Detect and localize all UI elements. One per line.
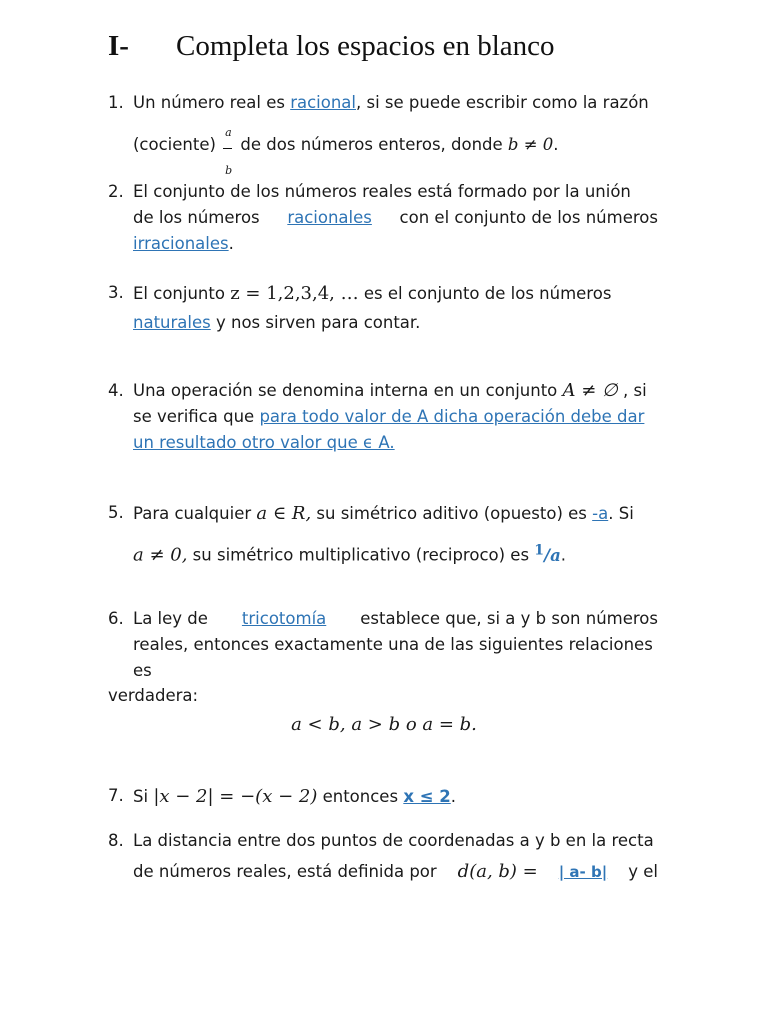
item-text: Si: [133, 787, 154, 806]
list-item-2: [108, 179, 658, 257]
math-condition: b ≠ 0: [507, 135, 554, 154]
item-text: Para cualquier: [133, 504, 257, 523]
answer-opuesto: -a: [592, 504, 609, 523]
item-text: .: [228, 234, 234, 253]
item-text: y el: [628, 862, 658, 881]
item-number: 6.: [108, 609, 124, 628]
answer-reciproco: [534, 542, 561, 565]
item-number: 8.: [108, 831, 124, 850]
item-number: 2.: [108, 182, 124, 201]
answer-racionales: racionales: [287, 208, 372, 227]
item-text: su simétrico aditivo (opuesto) es: [311, 504, 593, 523]
list-item-5: [108, 500, 658, 570]
answer-distance: | a- b|: [558, 863, 608, 881]
item-text: (cociente): [133, 135, 222, 154]
item-text: con el conjunto de los números: [399, 208, 658, 227]
item-text: se verifica que: [133, 407, 260, 426]
math-condition: a ≠ 0,: [133, 544, 188, 566]
math-expression: |x − 2| = −(x − 2): [153, 786, 318, 807]
answer-inequality: x ≤ 2: [403, 787, 451, 806]
fraction-denominator: b: [225, 163, 233, 177]
section-title: Completa los espacios en blanco: [176, 30, 555, 62]
list-item-6: [108, 606, 658, 684]
item-text: entonces: [317, 787, 404, 806]
item-text: , si: [617, 381, 647, 400]
list-item-8: [108, 828, 658, 886]
math-condition: A ≠ ∅: [562, 380, 618, 401]
math-expression: d(a, b) =: [457, 861, 538, 882]
list-item-4: [108, 378, 658, 456]
item-number: 3.: [108, 283, 124, 302]
item-text: , si se puede escribir como la razón: [356, 93, 649, 112]
item-number: 1.: [108, 93, 124, 112]
answer-racional: racional: [290, 93, 356, 112]
item-text: .: [450, 787, 456, 806]
section-heading: [108, 30, 555, 63]
item-text: y nos sirven para contar.: [210, 313, 421, 332]
item-text: su simétrico multiplicativo (reciproco) es: [187, 545, 535, 565]
item-text-continuation: verdadera:: [108, 686, 199, 705]
item-number: 7.: [108, 786, 124, 805]
item-text: es: [133, 661, 152, 680]
fraction-bar: [223, 148, 232, 150]
answer-naturales: naturales: [133, 313, 211, 332]
list-item-7: [108, 783, 658, 811]
item-text: reales, entonces exactamente una de las siguientes relaciones: [133, 635, 653, 654]
math-condition: a ∈ R,: [256, 503, 312, 524]
answer-tricotomia: tricotomía: [241, 609, 327, 628]
item-text: .: [560, 545, 567, 565]
item-number: 5.: [108, 503, 124, 522]
section-number: I-: [108, 30, 129, 62]
trichotomy-formula: a < b, a > b o a = b.: [291, 714, 477, 735]
fraction-a-over-b: [221, 125, 235, 177]
item-text: .: [553, 135, 559, 154]
item-text: La ley de: [133, 609, 208, 628]
item-text: de números reales, está definida por: [133, 862, 437, 881]
item-text: El conjunto de los números reales está formado por la unión: [133, 182, 631, 201]
answer-operacion-line1: para todo valor de A dicha operación debe dar: [259, 407, 645, 426]
reciprocal-numerator: 1: [534, 542, 545, 558]
answer-operacion-line2: un resultado otro valor que ϵ A.: [133, 433, 395, 452]
list-item-3: [108, 280, 658, 336]
item-text: La distancia entre dos puntos de coordenadas a y b en la recta: [133, 831, 654, 850]
fraction-numerator: a: [225, 125, 232, 139]
item-text: . Si: [608, 504, 634, 523]
item-text: Un número real es: [133, 93, 291, 112]
list-item-1: [108, 90, 658, 177]
item-text: de dos números enteros, donde: [235, 135, 508, 154]
item-number: 4.: [108, 381, 124, 400]
item-text: establece que, si a y b son números: [360, 609, 658, 628]
reciprocal-denominator: /a: [544, 545, 561, 565]
answer-irracionales: irracionales: [133, 234, 229, 253]
item-text: Una operación se denomina interna en un conjunto: [133, 381, 563, 400]
item-text: es el conjunto de los números: [358, 284, 612, 303]
item-text: de los números: [133, 208, 260, 227]
math-set: z = 1,2,3,4, …: [230, 283, 359, 304]
item-text: El conjunto: [133, 284, 231, 303]
